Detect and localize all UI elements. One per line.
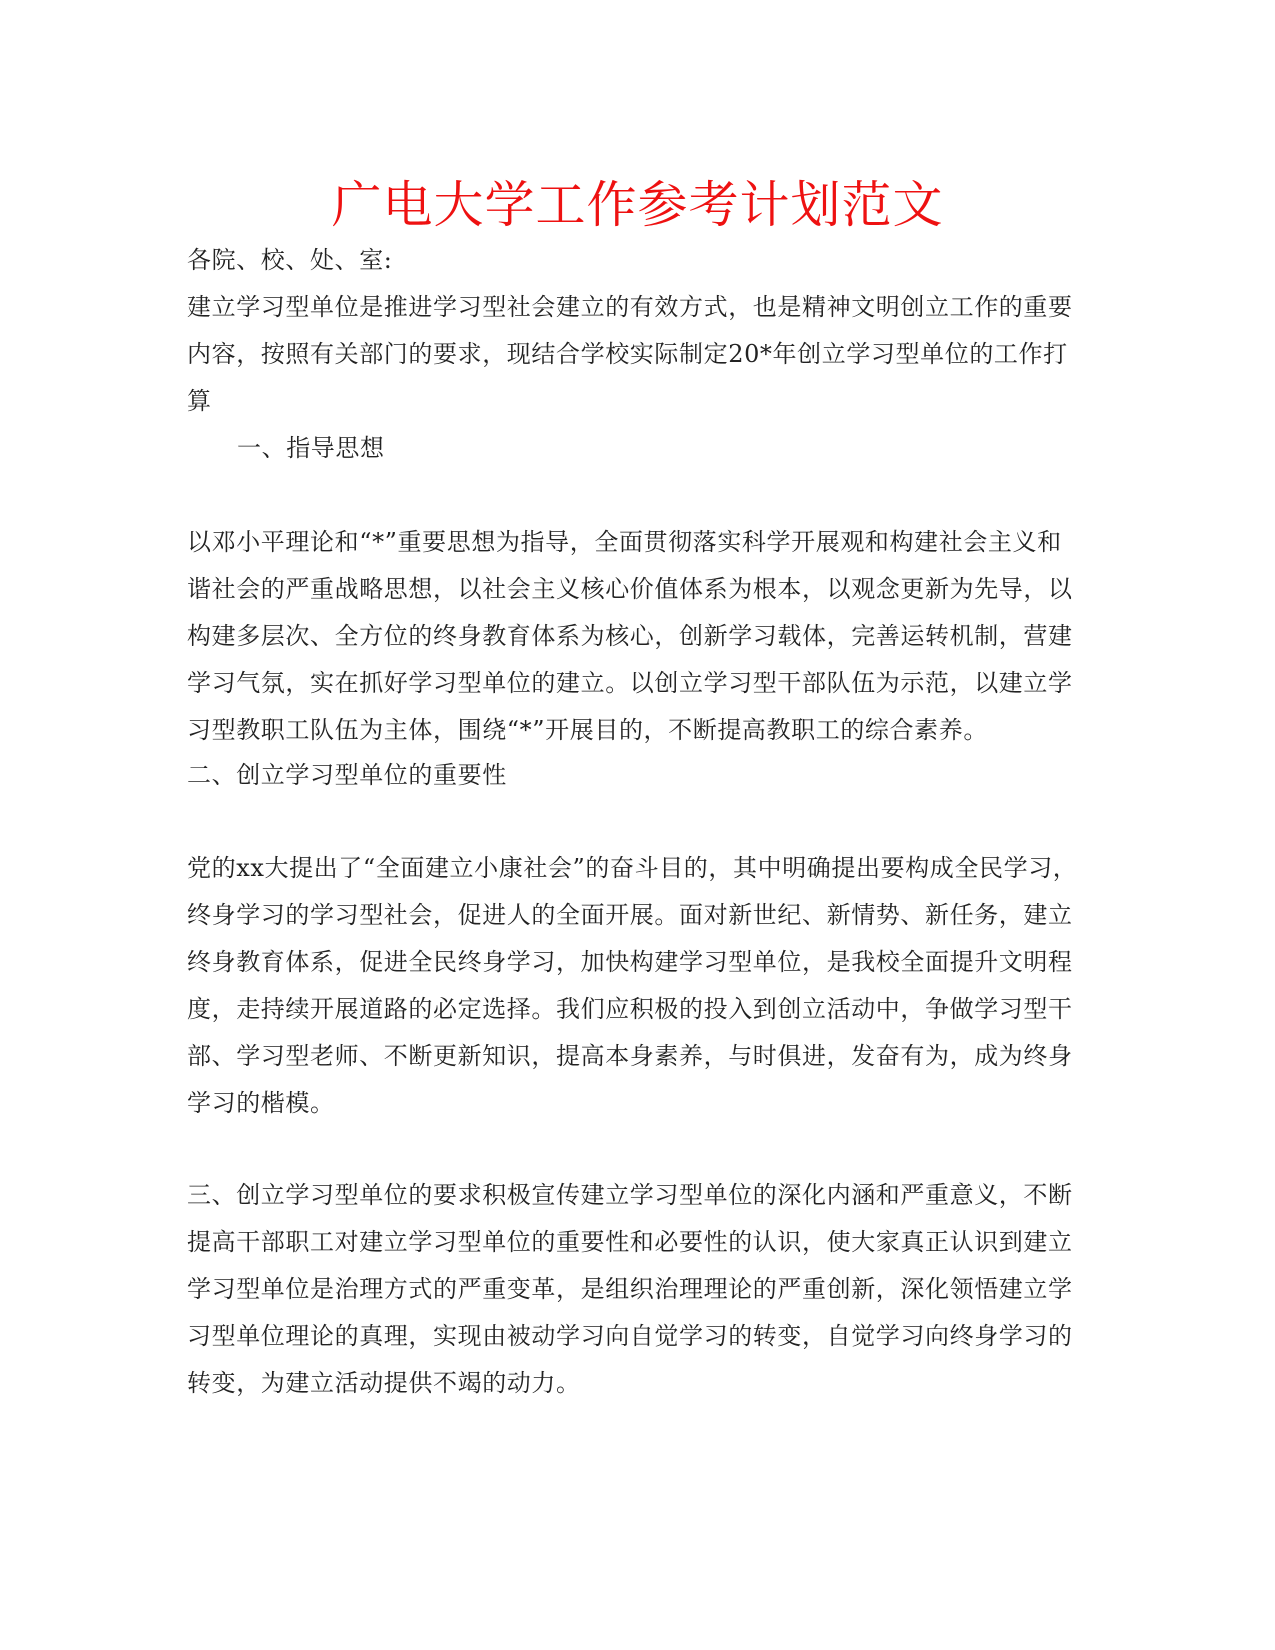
paragraph-1-line: 谐社会的严重战略思想，以社会主义核心价值体系为根本，以观念更新为先导，以 [187, 575, 1073, 603]
paragraph-3-line: 学习型单位是治理方式的严重变革，是组织治理理论的严重创新，深化领悟建立学 [187, 1275, 1073, 1303]
paragraph-1-line: 学习气氛，实在抓好学习型单位的建立。以创立学习型干部队伍为示范，以建立学 [187, 669, 1073, 697]
paragraph-2-line: 部、学习型老师、不断更新知识，提高本身素养，与时俱进，发奋有为，成为终身 [187, 1042, 1073, 1070]
paragraph-2-line: 党的xx大提出了“全面建立小康社会”的奋斗目的，其中明确提出要构成全民学习， [187, 854, 1078, 882]
section-heading-1: 一、指导思想 [237, 434, 385, 462]
paragraph-3-line: 习型单位理论的真理，实现由被动学习向自觉学习的转变，自觉学习向终身学习的 [187, 1322, 1073, 1350]
paragraph-1-line: 构建多层次、全方位的终身教育体系为核心，创新学习载体，完善运转机制，营建 [187, 622, 1073, 650]
document-title: 广电大学工作参考计划范文 [331, 176, 944, 234]
paragraph-1-line: 以邓小平理论和“*”重要思想为指导，全面贯彻落实科学开展观和构建社会主义和 [187, 528, 1062, 556]
salutation: 各院、校、处、室: [187, 246, 393, 274]
paragraph-3-line: 转变，为建立活动提供不竭的动力。 [187, 1369, 581, 1397]
paragraph-2-line: 度，走持续开展道路的必定选择。我们应积极的投入到创立活动中，争做学习型干 [187, 995, 1073, 1023]
intro-line: 算 [187, 387, 212, 415]
paragraph-1-line: 习型教职工队伍为主体，围绕“*”开展目的，不断提高教职工的综合素养。 [187, 716, 988, 744]
paragraph-2-line: 终身教育体系，促进全民终身学习，加快构建学习型单位，是我校全面提升文明程 [187, 948, 1073, 976]
intro-line: 建立学习型单位是推进学习型社会建立的有效方式，也是精神文明创立工作的重要 [187, 293, 1073, 321]
paragraph-2-line: 终身学习的学习型社会，促进人的全面开展。面对新世纪、新情势、新任务，建立 [187, 901, 1073, 929]
paragraph-3-line: 提高干部职工对建立学习型单位的重要性和必要性的认识，使大家真正认识到建立 [187, 1228, 1073, 1256]
section-heading-2: 二、创立学习型单位的重要性 [187, 761, 507, 789]
paragraph-2-line: 学习的楷模。 [187, 1089, 335, 1117]
paragraph-3-line: 三、创立学习型单位的要求积极宣传建立学习型单位的深化内涵和严重意义，不断 [187, 1181, 1073, 1209]
intro-line: 内容，按照有关部门的要求，现结合学校实际制定20*年创立学习型单位的工作打 [187, 340, 1068, 368]
